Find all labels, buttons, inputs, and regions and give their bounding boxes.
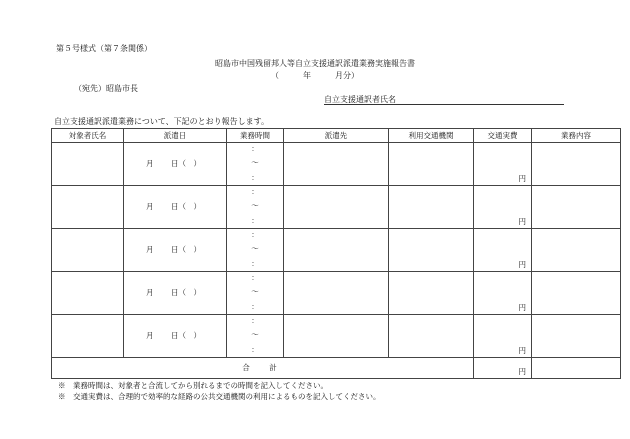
time-range-tilde: ～ [251, 330, 259, 339]
time-range-tilde: ～ [251, 158, 259, 167]
form-id: 第５号様式（第７条関係） [56, 44, 152, 53]
total-blank-cell [532, 358, 621, 379]
transport-field[interactable] [389, 143, 474, 186]
yen-unit: 円 [518, 366, 526, 376]
interpreter-name-label: 自立支援通訳者氏名 [324, 95, 396, 104]
dispatch-date-field[interactable] [124, 315, 227, 358]
dispatch-date-field[interactable] [124, 143, 227, 186]
end-time-colon: ： [251, 216, 259, 225]
start-time-colon: ： [251, 273, 259, 282]
total-row [52, 358, 621, 379]
report-period: （ 年 月分） [271, 71, 359, 80]
day-unit: 日（ ） [171, 331, 201, 340]
transport-cost-field[interactable] [474, 272, 532, 315]
work-hours-field[interactable] [227, 315, 284, 358]
day-unit: 日（ ） [171, 159, 201, 168]
work-hours-field[interactable] [227, 272, 284, 315]
table-header-row [52, 129, 621, 143]
work-hours-field[interactable] [227, 186, 284, 229]
addressee: （宛先）昭島市長 [74, 84, 138, 93]
transport-cost-field[interactable] [474, 186, 532, 229]
col-header-transport: 利用交通機関 [389, 129, 474, 143]
col-header-dispatch-date: 派遣日 [124, 129, 227, 143]
destination-field[interactable] [284, 272, 389, 315]
recipient-name-field[interactable] [52, 272, 124, 315]
note-work-hours: ※ 業務時間は、対象者と合流してから別れるまでの時間を記入してください。 [58, 381, 328, 390]
table-row [52, 315, 621, 358]
yen-unit: 円 [518, 173, 526, 183]
destination-field[interactable] [284, 186, 389, 229]
time-range-tilde: ～ [251, 201, 259, 210]
document-title: 昭島市中国残留邦人等自立支援通訳派遣業務実施報告書 [215, 59, 415, 68]
col-header-work-hours: 業務時間 [227, 129, 284, 143]
month-unit: 月 [146, 288, 154, 297]
dispatch-date-field[interactable] [124, 272, 227, 315]
transport-cost-field[interactable] [474, 229, 532, 272]
start-time-colon: ： [251, 316, 259, 325]
table-row [52, 143, 621, 186]
dispatch-date-field[interactable] [124, 186, 227, 229]
col-header-destination: 派遣先 [284, 129, 389, 143]
end-time-colon: ： [251, 345, 259, 354]
intro-text: 自立支援通訳派遣業務について、下記のとおり報告します。 [54, 117, 270, 126]
month-unit: 月 [146, 331, 154, 340]
yen-unit: 円 [518, 216, 526, 226]
recipient-name-field[interactable] [52, 186, 124, 229]
recipient-name-field[interactable] [52, 143, 124, 186]
start-time-colon: ： [251, 144, 259, 153]
note-transport-cost: ※ 交通実費は、合理的で効率的な経路の公共交通機関の利用によるものを記入してください。 [58, 392, 381, 401]
start-time-colon: ： [251, 230, 259, 239]
work-content-field[interactable] [532, 186, 621, 229]
end-time-colon: ： [251, 259, 259, 268]
destination-field[interactable] [284, 229, 389, 272]
total-label: 合 計 [52, 358, 474, 379]
transport-field[interactable] [389, 229, 474, 272]
total-cost-field[interactable] [474, 358, 532, 379]
time-range-tilde: ～ [251, 244, 259, 253]
dispatch-date-field[interactable] [124, 229, 227, 272]
transport-cost-field[interactable] [474, 143, 532, 186]
table-row [52, 186, 621, 229]
recipient-name-field[interactable] [52, 229, 124, 272]
destination-field[interactable] [284, 143, 389, 186]
yen-unit: 円 [518, 302, 526, 312]
col-header-work-content: 業務内容 [532, 129, 621, 143]
yen-unit: 円 [518, 345, 526, 355]
recipient-name-field[interactable] [52, 315, 124, 358]
transport-field[interactable] [389, 186, 474, 229]
work-content-field[interactable] [532, 315, 621, 358]
day-unit: 日（ ） [171, 245, 201, 254]
table-row [52, 272, 621, 315]
col-header-transport-cost: 交通実費 [474, 129, 532, 143]
work-content-field[interactable] [532, 229, 621, 272]
day-unit: 日（ ） [171, 202, 201, 211]
transport-cost-field[interactable] [474, 315, 532, 358]
interpreter-name-line[interactable] [324, 104, 564, 105]
day-unit: 日（ ） [171, 288, 201, 297]
month-unit: 月 [146, 159, 154, 168]
work-content-field[interactable] [532, 143, 621, 186]
end-time-colon: ： [251, 302, 259, 311]
work-content-field[interactable] [532, 272, 621, 315]
month-unit: 月 [146, 245, 154, 254]
month-unit: 月 [146, 202, 154, 211]
report-table [51, 128, 621, 379]
time-range-tilde: ～ [251, 287, 259, 296]
col-header-recipient-name: 対象者氏名 [52, 129, 124, 143]
work-hours-field[interactable] [227, 143, 284, 186]
destination-field[interactable] [284, 315, 389, 358]
table-row [52, 229, 621, 272]
transport-field[interactable] [389, 272, 474, 315]
transport-field[interactable] [389, 315, 474, 358]
start-time-colon: ： [251, 187, 259, 196]
work-hours-field[interactable] [227, 229, 284, 272]
yen-unit: 円 [518, 259, 526, 269]
end-time-colon: ： [251, 173, 259, 182]
